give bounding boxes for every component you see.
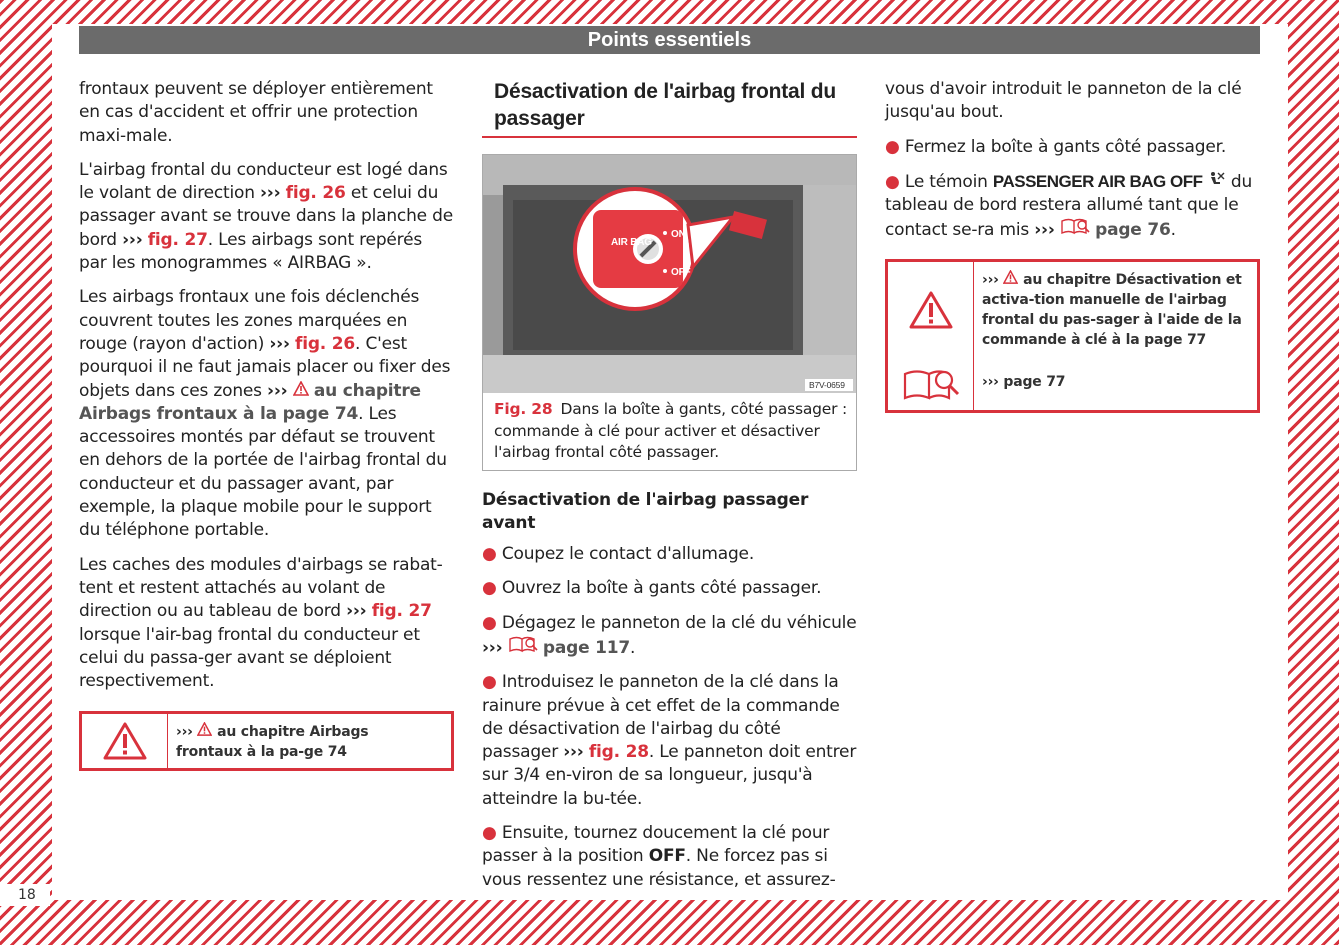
warning-text	[974, 262, 1257, 410]
figure-link[interactable]: fig. 28	[588, 742, 649, 763]
warning-icons	[888, 262, 974, 410]
list-item: ● Introduisez le panneton de la clé dans la rainure prévue à cet effet de la commande de désactivation de l'airbag du côté passager ››› fig. 28. Le panneton doit entrer sur 3/4 en-viron de sa longueur, jusqu'à atteindre la bu-tée.	[482, 672, 857, 809]
bullet-icon: ●	[885, 136, 900, 157]
warning-triangle-icon	[888, 262, 973, 358]
paragraph: Les airbags frontaux une fois déclenchés couvrent toutes les zones marquées en rouge (rayon d'action) ››› fig. 26. C'est pourquoi il ne faut jamais placer ou fixer des objets dans ces zones ››› au chapitre Airbags frontaux à la page 74. Les accessoires montés par défaut se trouvent en dehors de la portée de l'airbag frontal du conducteur et du passager avant, par exemple, la plaque mobile pour le support du téléphone portable.	[79, 287, 451, 541]
warning-link[interactable]: au chapitre Désactivation et activa-tion manuelle de l'airbag frontal du pas-sager à l'aide de la commande à clé à la page 77	[982, 271, 1242, 348]
list-item: ● Ouvrez la boîte à gants côté passager.	[482, 578, 822, 599]
bullet-icon: ●	[482, 578, 497, 599]
section-title: Désactivation de l'airbag frontal du passager	[482, 78, 857, 138]
off-label: OFF	[671, 267, 691, 278]
list-item: ● Dégagez le panneton de la clé du véhicule ››› page 117.	[482, 612, 857, 658]
arrow-icon: ›››	[260, 183, 281, 204]
arrow-icon: ›››	[346, 601, 367, 622]
arrow-icon: ›››	[563, 742, 584, 763]
warning-link[interactable]: au chapitre Airbags frontaux à la pa-ge 74	[176, 724, 369, 761]
figure-link[interactable]: fig. 26	[295, 333, 356, 354]
list-item: ● Fermez la boîte à gants côté passager.	[885, 136, 1227, 157]
column-1	[79, 78, 454, 771]
chapter-link[interactable]: au chapitre Airbags frontaux à la page 74	[79, 380, 421, 424]
bullet-icon: ●	[482, 612, 497, 633]
passenger-airbag-off-label: PASSENGER AIR BAG OFF	[992, 171, 1203, 191]
book-page-link[interactable]: page 77	[1003, 373, 1066, 390]
arrow-icon: ›››	[122, 229, 143, 250]
on-label: ON	[671, 229, 686, 240]
subheading: Désactivation de l'airbag passager avant	[482, 489, 809, 533]
figure-code: B7V-0659	[809, 380, 845, 390]
airbag-off-indicator-icon	[1208, 172, 1226, 192]
bullet-icon: ●	[885, 171, 900, 192]
page-number: 18	[0, 884, 50, 906]
arrow-icon: ›››	[482, 637, 503, 658]
glovebox-figure-image	[483, 155, 856, 393]
arrow-icon: ›››	[982, 373, 999, 390]
list-item: ● Le témoin PASSENGER AIR BAG OFF du tableau de bord restera allumé tant que le contact se-ra mis ››› page 76.	[885, 171, 1253, 241]
bullet-icon: ●	[482, 544, 497, 565]
paragraph: L'airbag frontal du conducteur est logé dans le volant de direction ››› fig. 26 et celui du passager avant se trouve dans la planche de bord ››› fig. 27. Les airbags sont repérés par les monogrammes « AIRBAG ».	[79, 159, 453, 274]
figure-link[interactable]: fig. 27	[147, 229, 208, 250]
warning-triangle-icon	[293, 381, 309, 401]
book-search-icon	[888, 358, 973, 410]
column-3	[885, 78, 1260, 413]
arrow-icon: ›››	[982, 271, 999, 288]
figure-link[interactable]: fig. 26	[285, 183, 346, 204]
book-icon	[508, 638, 538, 658]
arrow-icon: ›››	[176, 724, 193, 741]
book-icon	[1060, 220, 1090, 240]
warning-box	[79, 711, 454, 771]
warning-icons	[82, 714, 168, 768]
warning-text	[168, 714, 451, 768]
paragraph: frontaux peuvent se déployer entièrement en cas d'accident et offrir une protection maxi-male.	[79, 79, 433, 146]
column-2	[482, 78, 857, 903]
airbag-label: AIR BAG	[611, 237, 652, 248]
page-header: Points essentiels	[79, 26, 1260, 54]
figure-link[interactable]: fig. 27	[371, 601, 432, 622]
page-link[interactable]: page 76	[1095, 220, 1171, 241]
arrow-icon: ›››	[267, 380, 288, 401]
figure-box	[482, 154, 857, 471]
warning-triangle-icon	[1003, 272, 1018, 288]
page-link[interactable]: page 117	[542, 637, 631, 658]
warning-triangle-icon	[197, 724, 212, 740]
warning-box	[885, 259, 1260, 413]
paragraph: vous d'avoir introduit le panneton de la clé jusqu'au bout.	[885, 79, 1242, 123]
list-item: ● Coupez le contact d'allumage.	[482, 544, 755, 565]
figure-label: Fig. 28	[494, 400, 553, 418]
figure-caption: Fig. 28 Dans la boîte à gants, côté passager : commande à clé pour activer et désactiver l'airbag frontal côté passager.	[494, 400, 848, 461]
arrow-icon: ›››	[269, 333, 290, 354]
bullet-icon: ●	[482, 672, 497, 693]
warning-triangle-icon	[82, 714, 167, 768]
arrow-icon: ›››	[1034, 220, 1055, 241]
list-item: ● Ensuite, tournez doucement la clé pour passer à la position OFF. Ne forcez pas si vous ressentez une résistance, et assurez-	[482, 823, 836, 890]
bullet-icon: ●	[482, 823, 497, 844]
paragraph: Les caches des modules d'airbags se rabat-tent et restent attachés au volant de direction ou au tableau de bord ››› fig. 27 lorsque l'air-bag frontal du conducteur et celui du passa-ger avant se déploient respectivement.	[79, 554, 443, 692]
